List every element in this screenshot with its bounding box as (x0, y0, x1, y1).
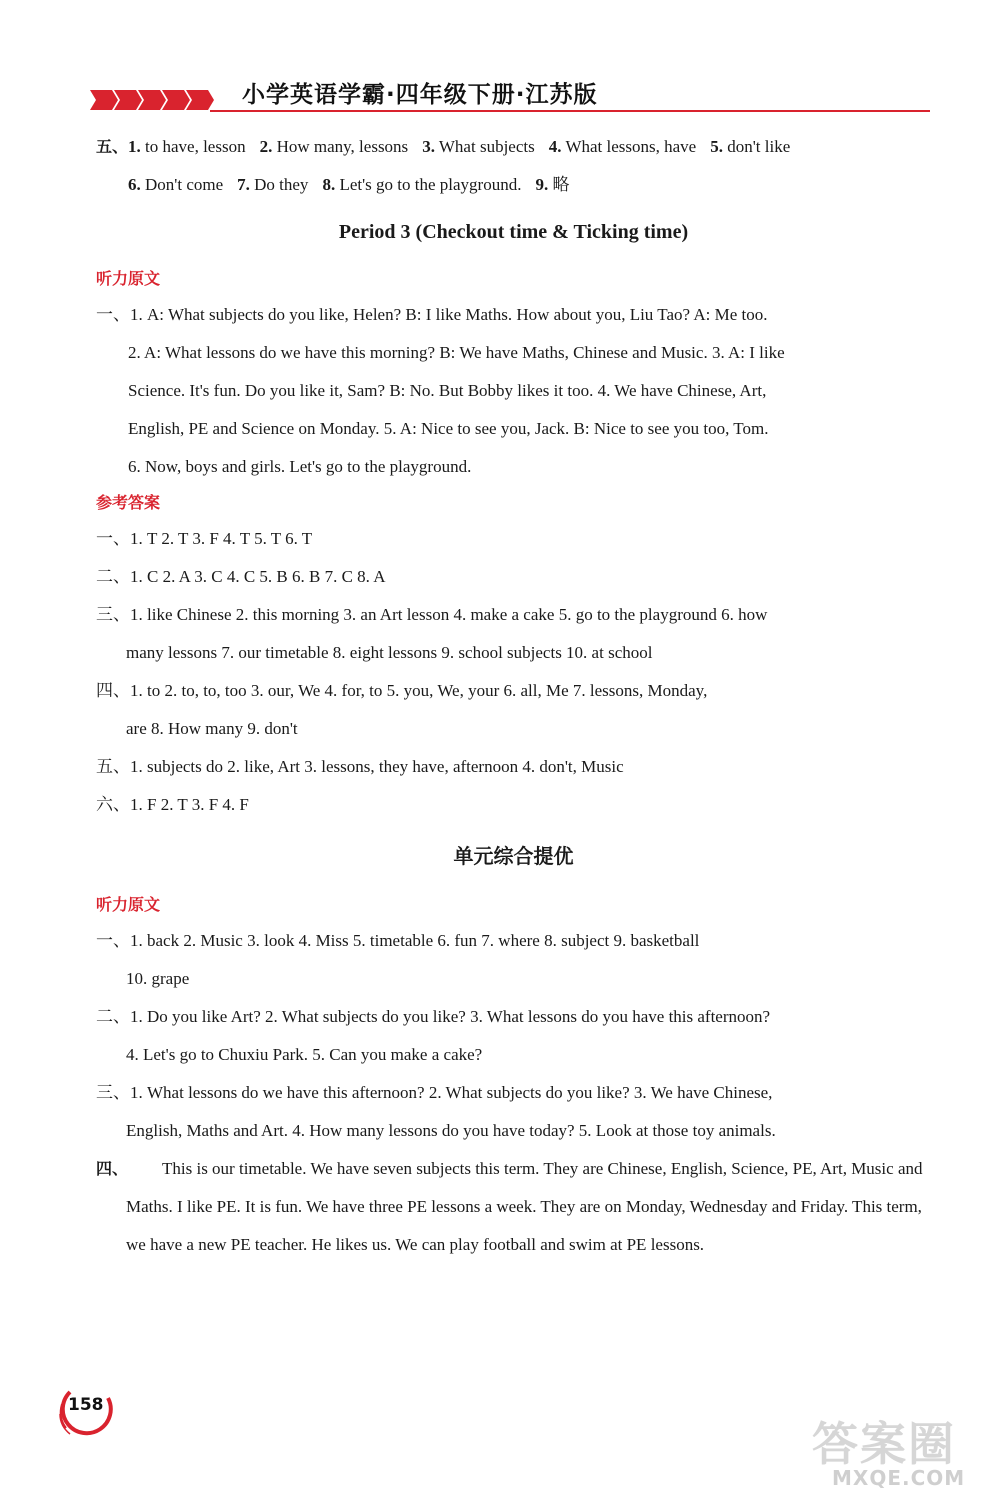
listening-script-label: 听力原文 (96, 269, 161, 288)
unit-line-6: English, Maths and Art. 4. How many lessons do you have today? 5. Look at those toy animals. (126, 1121, 776, 1140)
answer-line-5: 四、1. to 2. to, to, too 3. our, We 4. for, to 5. you, We, your 6. all, Me 7. lessons, Monday, (96, 681, 708, 700)
page-number: 158 (68, 1395, 104, 1415)
watermark-logo (786, 1408, 986, 1498)
listening-line-3: Science. It's fun. Do you like it, Sam? B: No. But Bobby likes it too. 4. We have Chinese, Art, (128, 381, 767, 400)
listening-line-1: 一、1. A: What subjects do you like, Helen? B: I like Maths. How about you, Liu Tao? A: Me too. (96, 305, 768, 324)
unit-line-4: 4. Let's go to Chuxiu Park. 5. Can you make a cake? (126, 1045, 483, 1064)
listening-line-2: 2. A: What lessons do we have this morning? B: We have Maths, Chinese and Music. 3. A: I like (128, 343, 785, 362)
unit-line-2: 10. grape (126, 969, 190, 988)
period-3-heading: Period 3 (Checkout time & Ticking time) (338, 221, 689, 243)
unit-review-heading: 单元综合提优 (453, 844, 574, 868)
book-title: 小学英语学霸·四年级下册·江苏版 (242, 82, 598, 108)
unit-line-1: 一、1. back 2. Music 3. look 4. Miss 5. timetable 6. fun 7. where 8. subject 9. basketball (96, 931, 700, 950)
answer-line-top-2: 6. Don't come 7. Do they 8. Let's go to the playground. 9. 略 (128, 175, 570, 194)
page-content (96, 128, 931, 1264)
passage-text: This is our timetable. We have seven subjects this term. They are Chinese, English, Science, PE, Art, Music and Maths. I like PE. It is fun. We have three PE lessons a week. They are on Monday, Wednesday and Friday. This term, we have a new PE teacher. He likes us. We can play football and swim at PE lessons. (126, 1159, 923, 1254)
answer-line-3: 三、1. like Chinese 2. this morning 3. an Art lesson 4. make a cake 5. go to the playground 6. how (96, 605, 768, 624)
answer-line-1: 一、1. T 2. T 3. F 4. T 5. T 6. T (96, 529, 313, 548)
answer-line-7: 五、1. subjects do 2. like, Art 3. lessons, they have, afternoon 4. don't, Music (96, 757, 624, 776)
watermark-url: MXQE.COM (832, 1466, 966, 1490)
header-rule (210, 110, 930, 112)
watermark-text: 答案圈 (812, 1417, 956, 1471)
unit-line-5: 三、1. What lessons do we have this afternoon? 2. What subjects do you like? 3. We have Chinese, (96, 1083, 773, 1102)
unit-line-3: 二、1. Do you like Art? 2. What subjects do you like? 3. What lessons do you have this afternoon? (96, 1007, 771, 1026)
answer-line-2: 二、1. C 2. A 3. C 4. C 5. B 6. B 7. C 8. A (96, 567, 386, 586)
page-header (90, 74, 930, 114)
unit-listening-script-label: 听力原文 (96, 895, 161, 914)
page-number-badge (56, 1378, 126, 1438)
reference-answers-label: 参考答案 (96, 493, 161, 512)
answer-line-top-1: 五、1. to have, lesson 2. How many, lessons 3. What subjects 4. What lessons, have 5. don't like (96, 137, 791, 156)
answer-line-4: many lessons 7. our timetable 8. eight lessons 9. school subjects 10. at school (126, 643, 653, 662)
passage-mark: 四、 (96, 1159, 129, 1178)
answer-line-6: are 8. How many 9. don't (126, 719, 298, 738)
answer-line-8: 六、1. F 2. T 3. F 4. F (96, 795, 249, 814)
passage-block (96, 1150, 931, 1264)
header-stripes-decoration (90, 90, 220, 110)
listening-line-5: 6. Now, boys and girls. Let's go to the playground. (128, 457, 472, 476)
listening-line-4: English, PE and Science on Monday. 5. A: Nice to see you, Jack. B: Nice to see you too, Tom. (128, 419, 769, 438)
